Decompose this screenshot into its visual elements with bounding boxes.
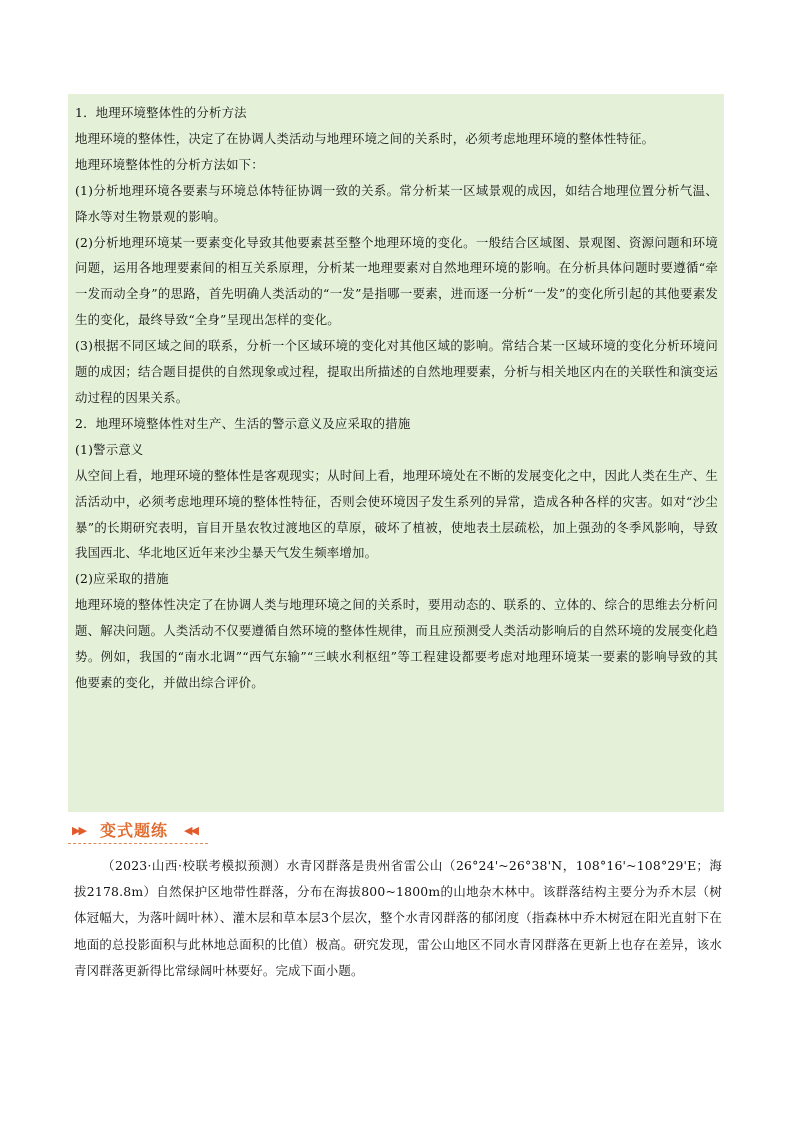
- paragraph-method-2: (2)分析地理环境某一要素变化导致其他要素甚至整个地理环境的变化。一般结合区域图、景观图、资源问题和环境问题，运用各地理要素间的相互关系原理，分析某一地理要素对自然地理环境的影响。在分析具体问题时要遵循“牵一发而动全身”的思路，首先明确人类活动的“一发”是指哪一要素，进而逐一分析“一发”的变化所引起的其他要素发生的变化，最终导致“全身”呈现出怎样的变化。: [75, 234, 718, 328]
- paragraph-warning: 从空间上看，地理环境的整体性是客观现实；从时间上看，地理环境处在不断的发展变化之中，因此人类在生产、生活活动中，必须考虑地理环境的整体性特征，否则会使环境因子发生系列的异常，造成各种各样的灾害。如对“沙尘暴”的长期研究表明，盲目开垦农牧过渡地区的草原，破坏了植被，使地表土层疏松，加上强劲的冬季风影响，导致我国西北、华北地区近年来沙尘暴天气发生频率增加。: [75, 467, 718, 561]
- paragraph-intro: 地理环境的整体性，决定了在协调人类活动与地理环境之间的关系时，必须考虑地理环境的整体性特征。: [75, 130, 655, 146]
- question-stem: [74, 853, 722, 984]
- question-text: （2023·山西·校联考模拟预测）水青冈群落是贵州省雷公山（26°24'~26°38'N，108°16'~108°29'E；海拔2178.8m）自然保护区地带性群落，分布在海拔800~1800m的山地杂木林中。该群落结构主要分为乔木层（树体冠幅大，为落叶阔叶林）、灌木层和草本层3个层次，整个水青冈群落的郁闭度（指森林中乔木树冠在阳光直射下在地面的总投影面积与此林地总面积的比值）极高。研究发现，雷公山地区不同水青冈群落在更新上也存在差异，该水青冈群落更新得比常绿阔叶林要好。完成下面小题。: [74, 858, 722, 978]
- subheading-warning: (1)警示意义: [75, 441, 144, 457]
- section-underline: [68, 843, 208, 844]
- heading-analysis-methods: 1．地理环境整体性的分析方法: [75, 105, 247, 120]
- paragraph-methods-lead: 地理环境整体性的分析方法如下：: [75, 156, 264, 172]
- paragraph-measures: 地理环境的整体性决定了在协调人类与地理环境之间的关系时，要用动态的、联系的、立体的、综合的思维去分析问题、解决问题。人类活动不仅要遵循自然环境的整体性规律，而且应预测受人类活动影响后的自然环境的发展变化趋势。例如，我国的“南水北调”“西气东输”“三峡水利枢纽”等工程建设都要考虑对地理环境某一要素的影响导致的其他要素的变化，并做出综合评价。: [75, 597, 718, 690]
- double-arrow-right-icon: ▶▶: [72, 824, 85, 837]
- section-header-variant-exercises: [68, 816, 718, 844]
- knowledge-summary-box: [68, 94, 724, 812]
- section-title: 变式题练: [100, 821, 169, 840]
- heading-warning-and-measures: 2．地理环境整体性对生产、生活的警示意义及应采取的措施: [75, 415, 411, 431]
- subheading-measures: (2)应采取的措施: [75, 571, 169, 587]
- paragraph-method-1: (1)分析地理环境各要素与环境总体特征协调一致的关系。常分析某一区域景观的成因，如结合地理位置分析气温、降水等对生物景观的影响。: [75, 182, 718, 224]
- double-arrow-left-icon: ◀◀: [184, 824, 197, 837]
- paragraph-method-3: (3)根据不同区域之间的联系，分析一个区域环境的变化对其他区域的影响。常结合某一区域环境的变化分析环境问题的成因；结合题目提供的自然现象或过程，提取出所描述的自然地理要素，分析与相关地区内在的关联性和演变运动过程的因果关系。: [75, 338, 718, 405]
